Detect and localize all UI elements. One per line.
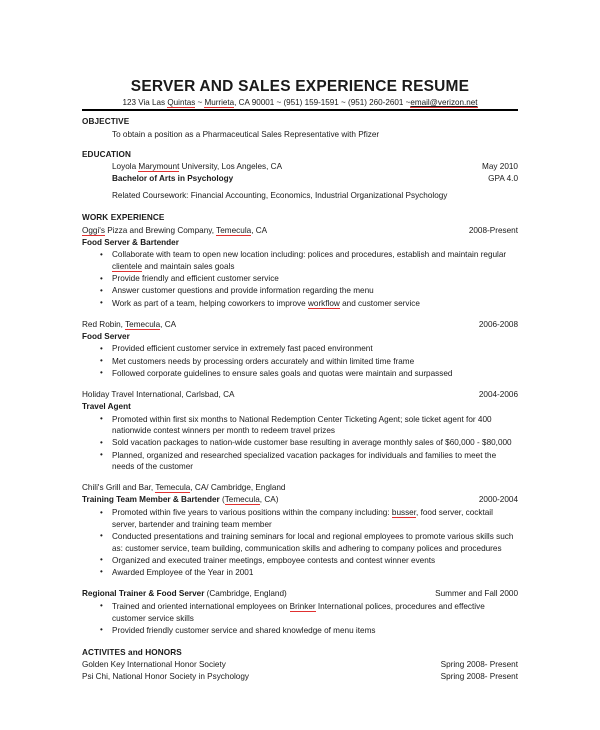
job-role xyxy=(82,494,479,506)
contact-city-1: Quintas xyxy=(167,98,196,108)
job-role: Food Server & Bartender xyxy=(82,237,179,247)
objective-text: To obtain a position as a Pharmaceutical Sales Representative with Pfizer xyxy=(112,129,380,139)
list-item xyxy=(100,356,518,368)
education-degree-row xyxy=(112,173,518,185)
bullet-text-spell: workflow xyxy=(307,298,340,308)
job-entry xyxy=(82,225,518,309)
job-role xyxy=(82,588,435,600)
job-entry xyxy=(82,389,518,473)
bullet-text-pre: Conducted presentations and training seminars for local and regional employees to promote various skills such as: customer service, team building, communication skills and adhering to company polices and procedures xyxy=(112,531,514,553)
job-role-title: Regional Trainer & Food Server xyxy=(82,588,205,598)
list-item xyxy=(100,567,518,579)
education-date: May 2010 xyxy=(482,162,518,172)
education-coursework: Related Coursework: Financial Accounting, Economics, Industrial Organizational Psychology xyxy=(112,191,448,201)
company-state: , CA xyxy=(160,319,177,329)
job-role-paren-close: , CA) xyxy=(259,495,279,505)
page-title: SERVER AND SALES EXPERIENCE RESUME xyxy=(130,78,470,95)
activity-row xyxy=(82,671,518,683)
bullet-text-pre: Trained and oriented international employees on xyxy=(112,601,290,611)
bullet-text-pre: Provided friendly customer service and shared knowledge of menu items xyxy=(112,625,376,635)
spacer xyxy=(82,141,518,150)
company-name-spell: Oggi's xyxy=(82,225,105,235)
company-city-spell: Temecula xyxy=(125,319,161,329)
job-role-location: (Cambridge, England) xyxy=(204,588,287,598)
list-item xyxy=(100,273,518,285)
section-activities-honors xyxy=(82,648,518,683)
list-item xyxy=(100,507,518,530)
job-company xyxy=(82,482,518,494)
spacer xyxy=(82,637,518,648)
school-name-post: University, Los Angeles, CA xyxy=(179,162,283,172)
job-entry xyxy=(82,482,518,636)
job-company-row xyxy=(82,389,518,401)
company-name-post: , CA/ Cambridge, England xyxy=(190,483,286,493)
bullet-text-pre: Provided efficient customer service in extremely fast paced environment xyxy=(112,344,373,354)
job-company: Holiday Travel International, Carlsbad, CA xyxy=(82,389,235,399)
bullet-text-pre: Awarded Employee of the Year in 2001 xyxy=(112,567,254,577)
bullet-text-pre: Collaborate with team to open new location including: polices and procedures, establish and maintain regular xyxy=(112,250,507,260)
job-dates: 2000-2004 xyxy=(478,495,518,505)
job-company-row xyxy=(82,319,518,331)
activity-label: Psi Chi, National Honor Society in Psychology xyxy=(82,672,250,682)
bullet-text-pre: Planned, organized and researched specialized vacation packages for individuals and families to meet the needs of the customer xyxy=(112,450,497,472)
job-company xyxy=(82,225,469,237)
job-role-paren-open: ( xyxy=(219,495,225,505)
list-item xyxy=(100,249,518,272)
education-heading: EDUCATION xyxy=(82,149,131,159)
job-dates: Summer and Fall 2000 xyxy=(435,588,518,598)
company-city-spell: Temecula xyxy=(216,225,252,235)
job-bullet-list xyxy=(82,507,518,578)
education-school-row xyxy=(112,161,518,173)
company-city-spell: Temecula xyxy=(155,483,191,493)
list-item xyxy=(100,450,518,473)
bullet-text-pre: Promoted within five years to various positions within the company including: xyxy=(112,508,392,518)
activity-date: Spring 2008- Present xyxy=(440,660,518,670)
list-item xyxy=(100,625,518,637)
job-bullet-list xyxy=(82,343,518,379)
bullet-text-pre: Work as part of a team, helping coworkers to improve xyxy=(112,298,308,308)
job-bullet-list xyxy=(82,601,518,636)
resume-header xyxy=(82,78,518,111)
contact-address: 123 Via Las xyxy=(122,98,168,108)
bullet-text-pre: Organized and executed trainer meetings, empboyee contests and contest winner events xyxy=(112,555,436,565)
contact-city-2: Murrieta xyxy=(204,98,235,108)
bullet-text-pre: Met customers needs by processing orders accurately and within limited time frame xyxy=(112,356,415,366)
list-item xyxy=(100,531,518,554)
spacer xyxy=(82,380,518,389)
list-item xyxy=(100,437,518,449)
bullet-text-post: and maintain sales goals xyxy=(142,262,235,272)
company-state: , CA xyxy=(251,225,268,235)
job-entry xyxy=(82,319,518,380)
list-item xyxy=(100,368,518,380)
job-company xyxy=(82,319,479,331)
section-work-experience xyxy=(82,213,518,636)
bullet-text-pre: Sold vacation packages to nation-wide customer base resulting in average monthly sales of $60,000 - $80,000 xyxy=(112,438,512,448)
job-dates: 2008-Present xyxy=(468,225,518,235)
bullet-text-spell: Brinker xyxy=(289,601,316,611)
job-company-row xyxy=(82,225,518,237)
job-role-city-spell: Temecula xyxy=(224,495,260,505)
bullet-text-spell: clientele xyxy=(112,262,143,272)
bullet-text-post: and customer service xyxy=(339,298,420,308)
spacer xyxy=(82,202,518,213)
spacer xyxy=(82,579,518,588)
job-role-row xyxy=(82,494,518,506)
list-item xyxy=(100,601,518,624)
contact-line xyxy=(82,98,518,108)
job-bullet-list xyxy=(82,414,518,473)
activity-label: Golden Key International Honor Society xyxy=(82,660,226,670)
list-item xyxy=(100,555,518,567)
education-gpa: GPA 4.0 xyxy=(488,174,518,184)
bullet-text-pre: Promoted within first six months to National Redemption Center Ticketing Agent; sole ticket agent for 400 nationwide contest winners per month to redeem travel prizes xyxy=(112,414,492,436)
education-degree: Bachelor of Arts in Psychology xyxy=(112,174,234,184)
bullet-text-post: International polices, procedures and effective customer service skills xyxy=(112,601,485,623)
job-role-row xyxy=(82,588,518,600)
contact-phones: , CA 90001 ~ (951) 159-1591 ~ (951) 260-2601 ~ xyxy=(234,98,411,108)
bullet-text-pre: Answer customer questions and provide information regarding the menu xyxy=(112,286,374,296)
job-dates: 2006-2008 xyxy=(478,319,518,329)
company-name-post: Pizza and Brewing Company, xyxy=(104,225,217,235)
activity-row xyxy=(82,659,518,671)
company-name-pre: Chili's Grill and Bar, xyxy=(82,483,156,493)
activities-heading: ACTIVITES and HONORS xyxy=(82,647,182,657)
header-divider xyxy=(82,109,518,111)
job-bullet-list xyxy=(82,249,518,309)
list-item xyxy=(100,285,518,297)
work-experience-heading: WORK EXPERIENCE xyxy=(82,213,165,223)
job-role-title: Training Team Member & Bartender xyxy=(82,495,220,505)
list-item xyxy=(100,343,518,355)
spacer xyxy=(82,310,518,319)
contact-email-link[interactable]: email@verizon.net xyxy=(410,98,478,108)
job-role: Travel Agent xyxy=(82,401,131,411)
bullet-text-post: , food server, cocktail server, bartender and training team member xyxy=(112,508,493,529)
job-role: Food Server xyxy=(82,331,130,341)
school-name-pre: Loyola xyxy=(112,162,139,172)
bullet-text-spell: busser xyxy=(391,508,417,518)
school-name-spell: Marymount xyxy=(138,162,180,172)
contact-separator: ~ xyxy=(195,98,205,108)
education-school xyxy=(112,161,482,173)
spacer xyxy=(82,473,518,482)
list-item xyxy=(100,298,518,310)
section-education xyxy=(82,150,518,202)
bullet-text-pre: Provide friendly and efficient customer service xyxy=(112,274,279,284)
bullet-text-pre: Followed corporate guidelines to ensure sales goals and quotas were maintain and surpassed xyxy=(112,368,453,378)
list-item xyxy=(100,414,518,437)
job-dates: 2004-2006 xyxy=(478,389,518,399)
section-objective xyxy=(82,117,518,141)
activity-date: Spring 2008- Present xyxy=(440,672,518,682)
objective-heading: OBJECTIVE xyxy=(82,117,130,127)
company-name-post: Red Robin, xyxy=(82,319,126,329)
